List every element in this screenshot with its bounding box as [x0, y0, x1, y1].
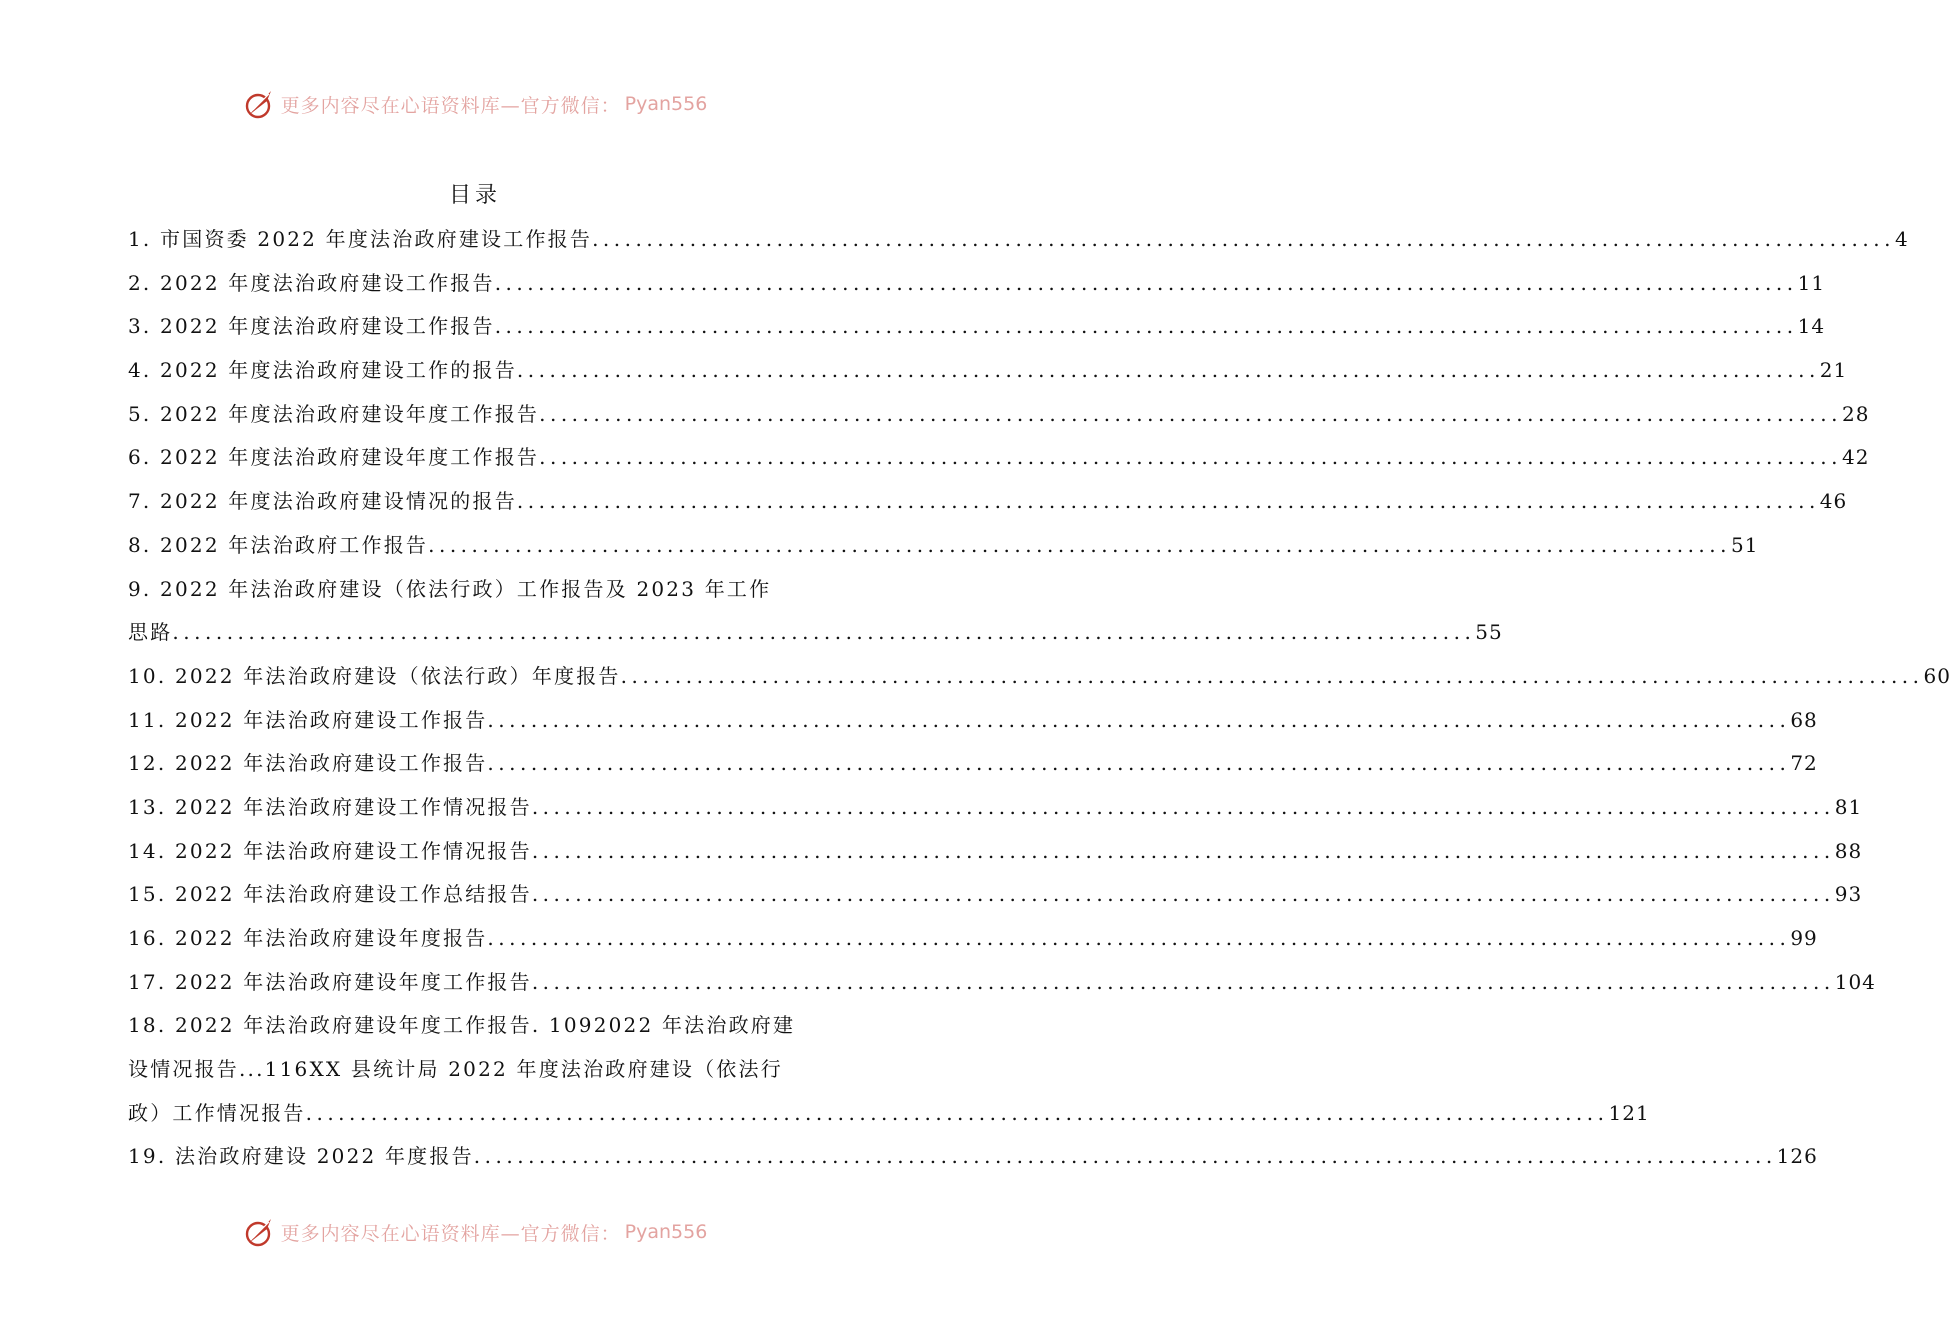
toc-leader-dots: ........................................................................................................................ [172, 620, 1476, 645]
toc-leader-dots: ........................................................................................................................ [539, 401, 1842, 426]
toc-page-number: 93 [1834, 882, 1863, 907]
toc-entry-title: 12. 2022 年法治政府建设工作报告 [128, 751, 488, 776]
toc-entry-title: 5. 2022 年度法治政府建设年度工作报告 [128, 401, 540, 426]
toc-leader-dots: ........................................................................................................................ [539, 445, 1842, 470]
toc-entry-title: 11. 2022 年法治政府建设工作报告 [128, 707, 488, 732]
banner-wechat-id: Pyan556 [624, 1221, 708, 1243]
footer-banner [0, 1212, 950, 1252]
toc-entry[interactable] [128, 873, 1863, 917]
banner-wechat-id: Pyan556 [624, 93, 708, 115]
toc-page-number: 51 [1731, 532, 1759, 557]
toc-leader-dots: ........................................................................................................................ [494, 270, 1798, 295]
toc-page-number: 55 [1475, 620, 1503, 645]
toc-entry-title: 19. 法治政府建设 2022 年度报告 [128, 1144, 474, 1169]
toc-leader-dots: ........................................................................................................................ [531, 838, 1835, 863]
toc-page-number: 72 [1790, 751, 1818, 776]
toc-entry[interactable] [128, 568, 832, 612]
toc-entry[interactable] [128, 218, 1909, 262]
banner-text: 更多内容尽在心语资料库—官方微信： [280, 1222, 621, 1245]
toc-entry-title: 6. 2022 年度法治政府建设年度工作报告 [128, 445, 540, 470]
toc-leader-dots: ........................................................................................................................ [487, 751, 1791, 776]
toc-leader-dots: ........................................................................................................................ [516, 489, 1820, 514]
toc-page-number: 42 [1842, 445, 1870, 470]
toc-entry[interactable] [128, 917, 1818, 961]
toc-entry-title: 8. 2022 年法治政府工作报告 [128, 532, 429, 557]
toc-entry-title: 14. 2022 年法治政府建设工作情况报告 [128, 838, 532, 863]
toc-entry-title: 9. 2022 年法治政府建设（依法行政）工作报告及 2023 年工作 [128, 576, 772, 601]
toc-entry[interactable] [128, 262, 1826, 306]
toc-entry-title: 1. 市国资委 2022 年度法治政府建设工作报告 [128, 227, 593, 251]
toc-leader-dots: ........................................................................................................................ [531, 882, 1835, 907]
toc-entry[interactable] [128, 786, 1863, 830]
toc-leader-dots: ........................................................................................................................ [531, 794, 1835, 819]
toc-entry-title: 16. 2022 年法治政府建设年度报告 [128, 926, 488, 950]
toc-leader-dots: ........................................................................................................................ [620, 663, 1924, 688]
toc-entry[interactable] [128, 742, 1818, 786]
toc-entry-title: 10. 2022 年法治政府建设（依法行政）年度报告 [128, 663, 621, 688]
banner-text: 更多内容尽在心语资料库—官方微信： [280, 94, 621, 117]
toc-entry[interactable] [128, 655, 1951, 699]
toc-entry-title: 15. 2022 年法治政府建设工作总结报告 [128, 882, 532, 907]
toc-page-number: 121 [1608, 1100, 1650, 1125]
toc-leader-dots: ........................................................................................................................ [531, 969, 1835, 994]
toc-entry[interactable] [128, 1048, 832, 1092]
toc-page-number: 126 [1776, 1144, 1818, 1169]
toc-entry[interactable] [128, 524, 1759, 568]
toc-leader-dots: ........................................................................................................................ [592, 227, 1895, 251]
table-of-contents [128, 218, 1951, 1179]
toc-entry[interactable] [128, 1092, 1650, 1136]
toc-entry[interactable] [128, 1004, 832, 1048]
toc-page-number: 46 [1819, 489, 1848, 514]
quill-logo-icon [243, 87, 277, 121]
toc-leader-dots: ........................................................................................................................ [516, 358, 1820, 383]
toc-entry-title: 2. 2022 年度法治政府建设工作报告 [128, 270, 495, 295]
toc-entry[interactable] [128, 1135, 1818, 1179]
toc-entry[interactable] [128, 830, 1863, 874]
toc-entry[interactable] [128, 393, 1870, 437]
toc-page-number: 68 [1790, 707, 1818, 732]
toc-entry-title: 13. 2022 年法治政府建设工作情况报告 [128, 794, 532, 819]
page-title: 目录 [448, 183, 501, 208]
header-banner [0, 84, 950, 124]
toc-entry-title: 7. 2022 年度法治政府建设情况的报告 [128, 489, 517, 514]
toc-leader-dots: ........................................................................................................................ [487, 707, 1791, 732]
toc-page-number: 60 [1923, 663, 1951, 688]
toc-entry-title: 17. 2022 年法治政府建设年度工作报告 [128, 969, 532, 994]
toc-entry[interactable] [128, 305, 1826, 349]
toc-entry-title: 思路 [128, 620, 173, 645]
quill-logo-icon [243, 1215, 277, 1249]
toc-page-number: 4 [1894, 227, 1909, 251]
toc-entry-title: 设情况报告...116XX 县统计局 2022 年度法治政府建设（依法行 [128, 1057, 783, 1082]
toc-entry-title: 4. 2022 年度法治政府建设工作的报告 [128, 358, 517, 383]
toc-entry[interactable] [128, 611, 1503, 655]
toc-entry[interactable] [128, 699, 1818, 743]
toc-entry[interactable] [128, 480, 1848, 524]
toc-page-number: 104 [1834, 969, 1876, 994]
toc-entry-title: 3. 2022 年度法治政府建设工作报告 [128, 314, 495, 339]
toc-page-number: 81 [1834, 794, 1863, 819]
toc-entry-title: 政）工作情况报告 [128, 1100, 306, 1125]
toc-page-number: 99 [1790, 926, 1818, 950]
toc-page-number: 14 [1797, 314, 1826, 339]
toc-entry[interactable] [128, 961, 1876, 1005]
toc-entry[interactable] [128, 349, 1848, 393]
toc-leader-dots: ........................................................................................................................ [473, 1144, 1777, 1169]
toc-entry[interactable] [128, 436, 1870, 480]
toc-entry-title: 18. 2022 年法治政府建设年度工作报告. 1092022 年法治政府建 [128, 1013, 796, 1038]
toc-leader-dots: ........................................................................................................................ [305, 1100, 1609, 1125]
toc-page-number: 11 [1797, 270, 1826, 295]
toc-page-number: 28 [1842, 401, 1870, 426]
toc-leader-dots: ........................................................................................................................ [494, 314, 1798, 339]
toc-leader-dots: ........................................................................................................................ [428, 532, 1731, 557]
toc-page-number: 21 [1819, 358, 1848, 383]
toc-page-number: 88 [1834, 838, 1863, 863]
toc-leader-dots: ........................................................................................................................ [487, 926, 1791, 950]
